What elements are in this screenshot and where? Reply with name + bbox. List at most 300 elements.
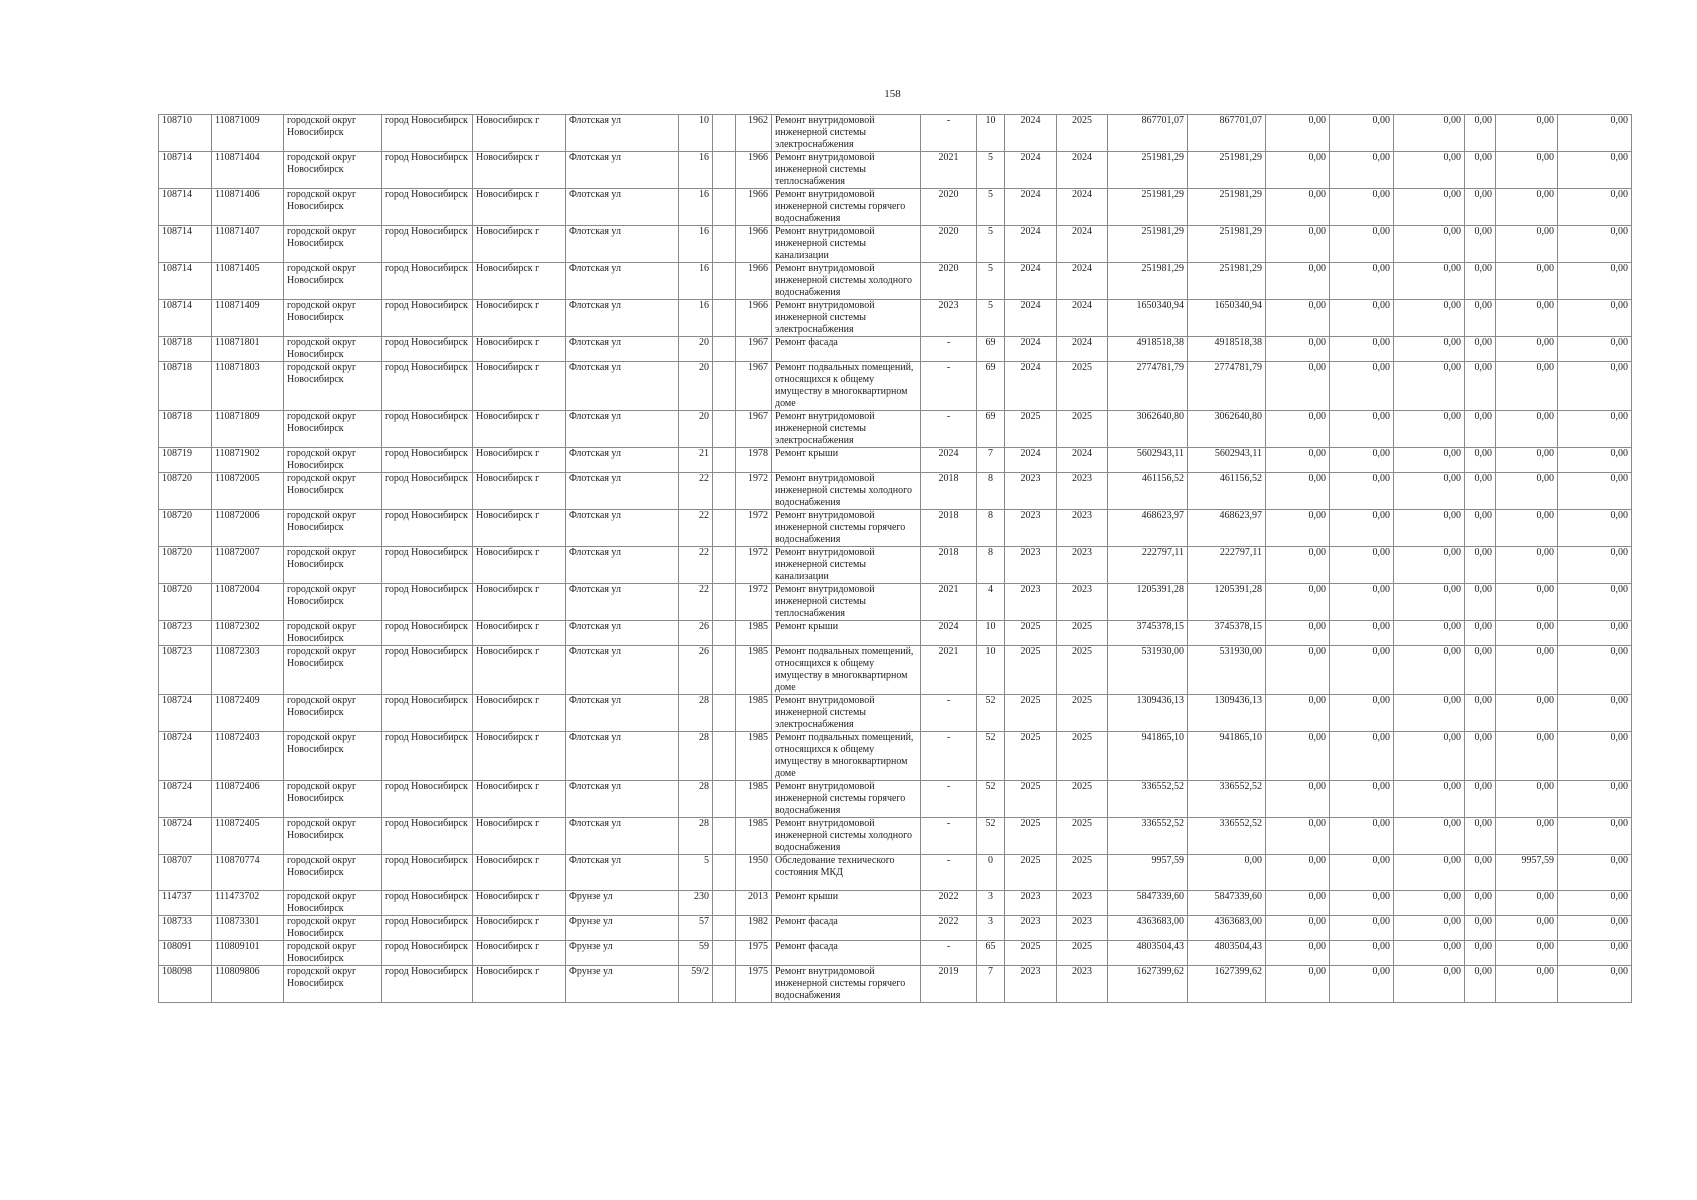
street-cell: Флотская ул [566, 584, 679, 621]
city-cell: Новосибирск г [473, 547, 566, 584]
survey-cost-cell: 9957,59 [1496, 855, 1558, 891]
year-built-cell: 1966 [736, 263, 772, 300]
plan-year-end-cell: 2025 [1057, 818, 1108, 855]
building-cell [713, 781, 736, 818]
plan-year-end-cell: 2025 [1057, 646, 1108, 695]
page-number: 158 [884, 88, 901, 100]
table-row [159, 510, 1632, 547]
plan-year-start-cell: 2024 [1005, 362, 1057, 411]
table-row [159, 362, 1632, 411]
plan-year-start-cell: 2024 [1005, 337, 1057, 362]
street-cell: Флотская ул [566, 300, 679, 337]
fund-cost-cell: 0,00 [1188, 855, 1266, 891]
local-cost-cell: 0,00 [1394, 411, 1465, 448]
plan-year-start-cell: 2024 [1005, 115, 1057, 152]
other-cost-cell: 0,00 [1465, 732, 1496, 781]
table-row [159, 966, 1632, 1003]
settlement-cell: город Новосибирск [382, 781, 473, 818]
last-repair-year-cell: 2022 [921, 916, 977, 941]
survey-cost-cell: 0,00 [1496, 646, 1558, 695]
work-type-cell: Ремонт крыши [772, 891, 921, 916]
total-cost-cell: 336552,52 [1108, 781, 1188, 818]
record-id-cell: 108718 [159, 411, 212, 448]
municipal-district-cell: городской округ Новосибирск [284, 152, 382, 189]
other-cost-cell: 0,00 [1465, 916, 1496, 941]
last-repair-year-cell: 2019 [921, 966, 977, 1003]
work-type-cell: Ремонт внутридомовой инженерной системы горячего водоснабжения [772, 189, 921, 226]
work-type-cell: Ремонт внутридомовой инженерной системы электроснабжения [772, 300, 921, 337]
plan-year-end-cell: 2024 [1057, 300, 1108, 337]
plan-year-start-cell: 2023 [1005, 547, 1057, 584]
last-repair-year-cell: - [921, 818, 977, 855]
settlement-cell: город Новосибирск [382, 152, 473, 189]
table-row [159, 337, 1632, 362]
work-id-cell: 110871809 [212, 411, 284, 448]
survey-cost-cell: 0,00 [1496, 473, 1558, 510]
work-id-cell: 110872405 [212, 818, 284, 855]
total-cost-cell: 5847339,60 [1108, 891, 1188, 916]
building-cell [713, 855, 736, 891]
extra-cost-cell: 0,00 [1558, 781, 1632, 818]
record-id-cell: 108724 [159, 781, 212, 818]
wear-percent-cell: 52 [977, 732, 1005, 781]
house-number-cell: 20 [679, 362, 713, 411]
local-cost-cell: 0,00 [1394, 781, 1465, 818]
house-number-cell: 22 [679, 584, 713, 621]
building-cell [713, 411, 736, 448]
survey-cost-cell: 0,00 [1496, 781, 1558, 818]
federal-cost-cell: 0,00 [1266, 584, 1330, 621]
local-cost-cell: 0,00 [1394, 263, 1465, 300]
city-cell: Новосибирск г [473, 621, 566, 646]
local-cost-cell: 0,00 [1394, 300, 1465, 337]
other-cost-cell: 0,00 [1465, 891, 1496, 916]
total-cost-cell: 222797,11 [1108, 547, 1188, 584]
plan-year-end-cell: 2023 [1057, 547, 1108, 584]
year-built-cell: 1975 [736, 941, 772, 966]
record-id-cell: 108714 [159, 226, 212, 263]
regional-cost-cell: 0,00 [1330, 695, 1394, 732]
survey-cost-cell: 0,00 [1496, 818, 1558, 855]
plan-year-start-cell: 2025 [1005, 732, 1057, 781]
fund-cost-cell: 5847339,60 [1188, 891, 1266, 916]
record-id-cell: 108720 [159, 510, 212, 547]
regional-cost-cell: 0,00 [1330, 621, 1394, 646]
other-cost-cell: 0,00 [1465, 448, 1496, 473]
house-number-cell: 21 [679, 448, 713, 473]
municipal-district-cell: городской округ Новосибирск [284, 916, 382, 941]
local-cost-cell: 0,00 [1394, 732, 1465, 781]
other-cost-cell: 0,00 [1465, 966, 1496, 1003]
year-built-cell: 1972 [736, 584, 772, 621]
house-number-cell: 22 [679, 473, 713, 510]
federal-cost-cell: 0,00 [1266, 189, 1330, 226]
federal-cost-cell: 0,00 [1266, 916, 1330, 941]
other-cost-cell: 0,00 [1465, 646, 1496, 695]
fund-cost-cell: 336552,52 [1188, 781, 1266, 818]
survey-cost-cell: 0,00 [1496, 226, 1558, 263]
city-cell: Новосибирск г [473, 473, 566, 510]
settlement-cell: город Новосибирск [382, 115, 473, 152]
city-cell: Новосибирск г [473, 781, 566, 818]
house-number-cell: 59/2 [679, 966, 713, 1003]
last-repair-year-cell: 2021 [921, 646, 977, 695]
year-built-cell: 1985 [736, 695, 772, 732]
year-built-cell: 1975 [736, 966, 772, 1003]
federal-cost-cell: 0,00 [1266, 891, 1330, 916]
last-repair-year-cell: 2018 [921, 473, 977, 510]
last-repair-year-cell: - [921, 695, 977, 732]
regional-cost-cell: 0,00 [1330, 362, 1394, 411]
house-number-cell: 16 [679, 263, 713, 300]
plan-year-end-cell: 2023 [1057, 891, 1108, 916]
extra-cost-cell: 0,00 [1558, 695, 1632, 732]
street-cell: Флотская ул [566, 855, 679, 891]
work-type-cell: Ремонт внутридомовой инженерной системы теплоснабжения [772, 584, 921, 621]
federal-cost-cell: 0,00 [1266, 448, 1330, 473]
house-number-cell: 20 [679, 337, 713, 362]
plan-year-end-cell: 2025 [1057, 411, 1108, 448]
survey-cost-cell: 0,00 [1496, 115, 1558, 152]
settlement-cell: город Новосибирск [382, 916, 473, 941]
work-id-cell: 110871406 [212, 189, 284, 226]
building-cell [713, 547, 736, 584]
street-cell: Флотская ул [566, 448, 679, 473]
total-cost-cell: 251981,29 [1108, 189, 1188, 226]
local-cost-cell: 0,00 [1394, 362, 1465, 411]
wear-percent-cell: 52 [977, 781, 1005, 818]
building-cell [713, 189, 736, 226]
extra-cost-cell: 0,00 [1558, 448, 1632, 473]
wear-percent-cell: 7 [977, 966, 1005, 1003]
federal-cost-cell: 0,00 [1266, 152, 1330, 189]
survey-cost-cell: 0,00 [1496, 337, 1558, 362]
regional-cost-cell: 0,00 [1330, 916, 1394, 941]
building-cell [713, 362, 736, 411]
work-id-cell: 110872303 [212, 646, 284, 695]
plan-year-start-cell: 2023 [1005, 916, 1057, 941]
plan-year-start-cell: 2024 [1005, 226, 1057, 263]
work-type-cell: Ремонт внутридомовой инженерной системы электроснабжения [772, 695, 921, 732]
extra-cost-cell: 0,00 [1558, 226, 1632, 263]
total-cost-cell: 251981,29 [1108, 263, 1188, 300]
federal-cost-cell: 0,00 [1266, 337, 1330, 362]
work-type-cell: Ремонт подвальных помещений, относящихся к общему имуществу в многоквартирном доме [772, 362, 921, 411]
federal-cost-cell: 0,00 [1266, 300, 1330, 337]
other-cost-cell: 0,00 [1465, 362, 1496, 411]
total-cost-cell: 3745378,15 [1108, 621, 1188, 646]
federal-cost-cell: 0,00 [1266, 226, 1330, 263]
city-cell: Новосибирск г [473, 818, 566, 855]
extra-cost-cell: 0,00 [1558, 362, 1632, 411]
settlement-cell: город Новосибирск [382, 226, 473, 263]
plan-year-start-cell: 2025 [1005, 941, 1057, 966]
work-id-cell: 110809806 [212, 966, 284, 1003]
city-cell: Новосибирск г [473, 115, 566, 152]
fund-cost-cell: 251981,29 [1188, 189, 1266, 226]
table-row [159, 891, 1632, 916]
total-cost-cell: 1205391,28 [1108, 584, 1188, 621]
settlement-cell: город Новосибирск [382, 448, 473, 473]
table-row [159, 189, 1632, 226]
other-cost-cell: 0,00 [1465, 781, 1496, 818]
year-built-cell: 1985 [736, 781, 772, 818]
plan-year-end-cell: 2024 [1057, 263, 1108, 300]
settlement-cell: город Новосибирск [382, 732, 473, 781]
wear-percent-cell: 5 [977, 152, 1005, 189]
city-cell: Новосибирск г [473, 448, 566, 473]
wear-percent-cell: 10 [977, 646, 1005, 695]
work-type-cell: Ремонт крыши [772, 448, 921, 473]
table-row [159, 448, 1632, 473]
settlement-cell: город Новосибирск [382, 621, 473, 646]
work-type-cell: Ремонт внутридомовой инженерной системы холодного водоснабжения [772, 473, 921, 510]
record-id-cell: 108718 [159, 337, 212, 362]
city-cell: Новосибирск г [473, 855, 566, 891]
wear-percent-cell: 69 [977, 337, 1005, 362]
building-cell [713, 966, 736, 1003]
fund-cost-cell: 2774781,79 [1188, 362, 1266, 411]
street-cell: Флотская ул [566, 337, 679, 362]
building-cell [713, 916, 736, 941]
year-built-cell: 1966 [736, 189, 772, 226]
plan-year-end-cell: 2023 [1057, 966, 1108, 1003]
plan-year-end-cell: 2025 [1057, 695, 1108, 732]
work-type-cell: Ремонт внутридомовой инженерной системы горячего водоснабжения [772, 966, 921, 1003]
extra-cost-cell: 0,00 [1558, 855, 1632, 891]
settlement-cell: город Новосибирск [382, 584, 473, 621]
street-cell: Фрунзе ул [566, 966, 679, 1003]
survey-cost-cell: 0,00 [1496, 584, 1558, 621]
building-cell [713, 337, 736, 362]
work-type-cell: Ремонт крыши [772, 621, 921, 646]
total-cost-cell: 3062640,80 [1108, 411, 1188, 448]
settlement-cell: город Новосибирск [382, 891, 473, 916]
total-cost-cell: 4803504,43 [1108, 941, 1188, 966]
work-id-cell: 110871801 [212, 337, 284, 362]
house-number-cell: 26 [679, 621, 713, 646]
other-cost-cell: 0,00 [1465, 818, 1496, 855]
wear-percent-cell: 69 [977, 411, 1005, 448]
fund-cost-cell: 251981,29 [1188, 226, 1266, 263]
year-built-cell: 1972 [736, 547, 772, 584]
street-cell: Флотская ул [566, 115, 679, 152]
local-cost-cell: 0,00 [1394, 510, 1465, 547]
extra-cost-cell: 0,00 [1558, 818, 1632, 855]
plan-year-end-cell: 2025 [1057, 362, 1108, 411]
other-cost-cell: 0,00 [1465, 152, 1496, 189]
work-id-cell: 110871404 [212, 152, 284, 189]
work-id-cell: 110871405 [212, 263, 284, 300]
municipal-district-cell: городской округ Новосибирск [284, 115, 382, 152]
plan-year-start-cell: 2024 [1005, 152, 1057, 189]
plan-year-start-cell: 2025 [1005, 781, 1057, 818]
work-id-cell: 110872004 [212, 584, 284, 621]
other-cost-cell: 0,00 [1465, 941, 1496, 966]
other-cost-cell: 0,00 [1465, 695, 1496, 732]
house-number-cell: 230 [679, 891, 713, 916]
local-cost-cell: 0,00 [1394, 621, 1465, 646]
plan-year-start-cell: 2025 [1005, 646, 1057, 695]
city-cell: Новосибирск г [473, 300, 566, 337]
fund-cost-cell: 468623,97 [1188, 510, 1266, 547]
total-cost-cell: 2774781,79 [1108, 362, 1188, 411]
fund-cost-cell: 251981,29 [1188, 152, 1266, 189]
city-cell: Новосибирск г [473, 263, 566, 300]
house-number-cell: 16 [679, 152, 713, 189]
year-built-cell: 1967 [736, 337, 772, 362]
building-cell [713, 152, 736, 189]
wear-percent-cell: 8 [977, 510, 1005, 547]
regional-cost-cell: 0,00 [1330, 473, 1394, 510]
work-id-cell: 110871803 [212, 362, 284, 411]
work-type-cell: Ремонт внутридомовой инженерной системы электроснабжения [772, 115, 921, 152]
table-row [159, 818, 1632, 855]
work-id-cell: 110871409 [212, 300, 284, 337]
city-cell: Новосибирск г [473, 916, 566, 941]
municipal-district-cell: городской округ Новосибирск [284, 781, 382, 818]
municipal-district-cell: городской округ Новосибирск [284, 941, 382, 966]
other-cost-cell: 0,00 [1465, 584, 1496, 621]
local-cost-cell: 0,00 [1394, 855, 1465, 891]
total-cost-cell: 4918518,38 [1108, 337, 1188, 362]
regional-cost-cell: 0,00 [1330, 547, 1394, 584]
plan-year-start-cell: 2023 [1005, 966, 1057, 1003]
record-id-cell: 108707 [159, 855, 212, 891]
local-cost-cell: 0,00 [1394, 941, 1465, 966]
plan-year-end-cell: 2024 [1057, 448, 1108, 473]
city-cell: Новосибирск г [473, 226, 566, 263]
federal-cost-cell: 0,00 [1266, 966, 1330, 1003]
local-cost-cell: 0,00 [1394, 152, 1465, 189]
municipal-district-cell: городской округ Новосибирск [284, 189, 382, 226]
work-id-cell: 110872007 [212, 547, 284, 584]
survey-cost-cell: 0,00 [1496, 411, 1558, 448]
federal-cost-cell: 0,00 [1266, 115, 1330, 152]
plan-year-end-cell: 2023 [1057, 584, 1108, 621]
table-row [159, 584, 1632, 621]
local-cost-cell: 0,00 [1394, 226, 1465, 263]
local-cost-cell: 0,00 [1394, 916, 1465, 941]
local-cost-cell: 0,00 [1394, 115, 1465, 152]
fund-cost-cell: 222797,11 [1188, 547, 1266, 584]
wear-percent-cell: 0 [977, 855, 1005, 891]
federal-cost-cell: 0,00 [1266, 621, 1330, 646]
house-number-cell: 16 [679, 226, 713, 263]
record-id-cell: 108720 [159, 473, 212, 510]
plan-year-start-cell: 2025 [1005, 855, 1057, 891]
year-built-cell: 1985 [736, 818, 772, 855]
wear-percent-cell: 52 [977, 818, 1005, 855]
fund-cost-cell: 251981,29 [1188, 263, 1266, 300]
building-cell [713, 695, 736, 732]
settlement-cell: город Новосибирск [382, 300, 473, 337]
municipal-district-cell: городской округ Новосибирск [284, 510, 382, 547]
municipal-district-cell: городской округ Новосибирск [284, 473, 382, 510]
wear-percent-cell: 5 [977, 263, 1005, 300]
municipal-district-cell: городской округ Новосибирск [284, 695, 382, 732]
building-cell [713, 646, 736, 695]
extra-cost-cell: 0,00 [1558, 621, 1632, 646]
survey-cost-cell: 0,00 [1496, 510, 1558, 547]
city-cell: Новосибирск г [473, 646, 566, 695]
wear-percent-cell: 5 [977, 226, 1005, 263]
local-cost-cell: 0,00 [1394, 966, 1465, 1003]
total-cost-cell: 336552,52 [1108, 818, 1188, 855]
wear-percent-cell: 65 [977, 941, 1005, 966]
plan-year-start-cell: 2023 [1005, 584, 1057, 621]
plan-year-start-cell: 2024 [1005, 189, 1057, 226]
federal-cost-cell: 0,00 [1266, 781, 1330, 818]
total-cost-cell: 867701,07 [1108, 115, 1188, 152]
regional-cost-cell: 0,00 [1330, 818, 1394, 855]
house-number-cell: 59 [679, 941, 713, 966]
work-type-cell: Ремонт подвальных помещений, относящихся к общему имуществу в многоквартирном доме [772, 732, 921, 781]
work-type-cell: Ремонт фасада [772, 916, 921, 941]
last-repair-year-cell: 2020 [921, 263, 977, 300]
record-id-cell: 108733 [159, 916, 212, 941]
municipal-district-cell: городской округ Новосибирск [284, 818, 382, 855]
house-number-cell: 28 [679, 781, 713, 818]
city-cell: Новосибирск г [473, 941, 566, 966]
extra-cost-cell: 0,00 [1558, 337, 1632, 362]
municipal-district-cell: городской округ Новосибирск [284, 646, 382, 695]
street-cell: Флотская ул [566, 189, 679, 226]
regional-cost-cell: 0,00 [1330, 781, 1394, 818]
work-type-cell: Ремонт внутридомовой инженерной системы холодного водоснабжения [772, 263, 921, 300]
wear-percent-cell: 3 [977, 891, 1005, 916]
plan-year-start-cell: 2023 [1005, 510, 1057, 547]
regional-cost-cell: 0,00 [1330, 855, 1394, 891]
wear-percent-cell: 5 [977, 189, 1005, 226]
fund-cost-cell: 941865,10 [1188, 732, 1266, 781]
fund-cost-cell: 5602943,11 [1188, 448, 1266, 473]
plan-year-end-cell: 2025 [1057, 115, 1108, 152]
total-cost-cell: 461156,52 [1108, 473, 1188, 510]
wear-percent-cell: 4 [977, 584, 1005, 621]
last-repair-year-cell: - [921, 781, 977, 818]
other-cost-cell: 0,00 [1465, 337, 1496, 362]
year-built-cell: 1985 [736, 621, 772, 646]
record-id-cell: 108714 [159, 263, 212, 300]
federal-cost-cell: 0,00 [1266, 855, 1330, 891]
year-built-cell: 1978 [736, 448, 772, 473]
survey-cost-cell: 0,00 [1496, 547, 1558, 584]
total-cost-cell: 1309436,13 [1108, 695, 1188, 732]
year-built-cell: 1967 [736, 411, 772, 448]
street-cell: Фрунзе ул [566, 916, 679, 941]
federal-cost-cell: 0,00 [1266, 473, 1330, 510]
table-row [159, 473, 1632, 510]
building-cell [713, 300, 736, 337]
total-cost-cell: 468623,97 [1108, 510, 1188, 547]
plan-year-end-cell: 2023 [1057, 510, 1108, 547]
city-cell: Новосибирск г [473, 584, 566, 621]
plan-year-end-cell: 2024 [1057, 152, 1108, 189]
fund-cost-cell: 3745378,15 [1188, 621, 1266, 646]
record-id-cell: 108098 [159, 966, 212, 1003]
wear-percent-cell: 5 [977, 300, 1005, 337]
work-id-cell: 110872403 [212, 732, 284, 781]
municipal-district-cell: городской округ Новосибирск [284, 263, 382, 300]
work-id-cell: 110872409 [212, 695, 284, 732]
building-cell [713, 448, 736, 473]
city-cell: Новосибирск г [473, 411, 566, 448]
survey-cost-cell: 0,00 [1496, 941, 1558, 966]
building-cell [713, 584, 736, 621]
work-id-cell: 110809101 [212, 941, 284, 966]
work-type-cell: Ремонт внутридомовой инженерной системы холодного водоснабжения [772, 818, 921, 855]
